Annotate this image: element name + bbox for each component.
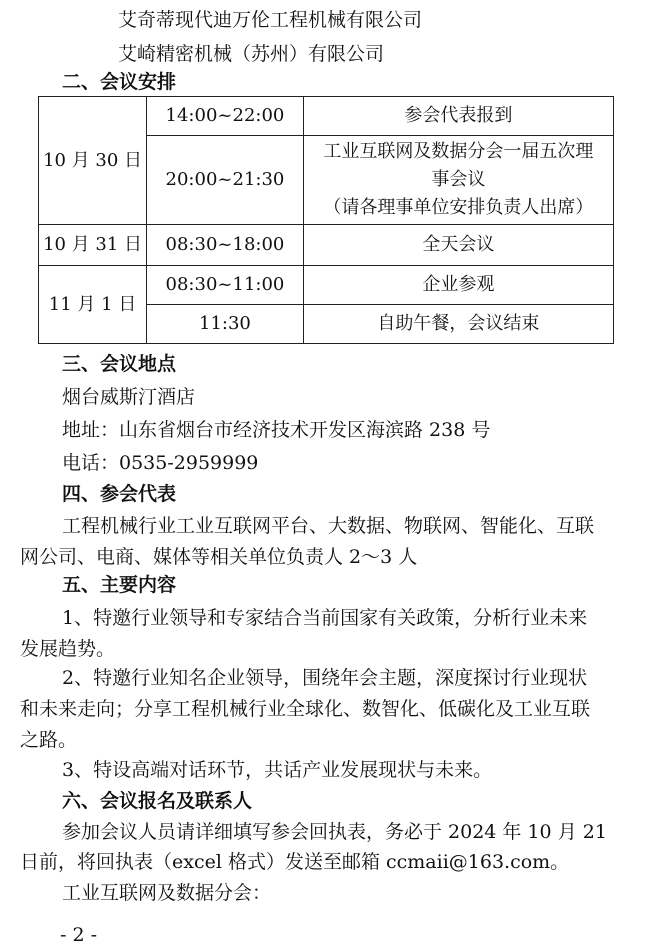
agenda-event-cell: 企业参观 — [303, 266, 613, 305]
agenda-event-line: 工业互联网及数据分会一届五次理 — [323, 141, 594, 162]
agenda-event-cell: 自助午餐，会议结束 — [303, 305, 613, 344]
agenda-time-cell: 20:00~21:30 — [147, 136, 304, 225]
agenda-time-cell: 08:30~11:00 — [147, 266, 304, 305]
content-item-2-line-2: 和未来走向；分享工程机械行业全球化、数智化、低碳化及工业互联 — [20, 698, 591, 720]
agenda-time-cell: 08:30~18:00 — [147, 225, 304, 266]
content-item-2-line-1: 2、特邀行业知名企业领导，围绕年会主题，深度探讨行业现状 — [62, 667, 588, 689]
agenda-event-cell — [303, 136, 613, 225]
content-item-1-line-2: 发展趋势。 — [20, 638, 116, 660]
agenda-table — [38, 96, 614, 344]
contact-org: 工业互联网及数据分会： — [62, 882, 272, 904]
registration-text-line-1: 参加会议人员请详细填写参会回执表，务必于 2024 年 10 月 21 — [62, 821, 607, 843]
page-number: - 2 - — [60, 924, 98, 946]
agenda-time-cell: 11:30 — [147, 305, 304, 344]
agenda-date-cell: 11 月 1 日 — [39, 266, 147, 344]
table-row — [39, 266, 614, 305]
section-6-heading: 六、会议报名及联系人 — [62, 790, 253, 812]
content-item-3-line-1: 3、特设高端对话环节，共话产业发展现状与未来。 — [62, 759, 493, 781]
table-row — [39, 97, 614, 136]
registration-text-line-2: 日前，将回执表（excel 格式）发送至邮箱 ccmaii@163.com。 — [20, 851, 570, 873]
section-3-heading: 三、会议地点 — [62, 353, 177, 375]
agenda-time-cell: 14:00~22:00 — [147, 97, 304, 136]
agenda-event-line: 事会议 — [431, 169, 486, 190]
venue-phone: 电话：0535-2959999 — [62, 452, 259, 474]
venue-address: 地址：山东省烟台市经济技术开发区海滨路 238 号 — [62, 419, 491, 441]
section-2-heading: 二、会议安排 — [62, 71, 177, 93]
agenda-event-cell: 参会代表报到 — [303, 97, 613, 136]
company-line-1: 艾奇蒂现代迪万伦工程机械有限公司 — [118, 9, 423, 31]
agenda-date-cell: 10 月 31 日 — [39, 225, 147, 266]
company-line-2: 艾崎精密机械（苏州）有限公司 — [118, 43, 385, 65]
venue-name: 烟台威斯汀酒店 — [62, 386, 196, 408]
section-5-heading: 五、主要内容 — [62, 574, 177, 596]
agenda-event-line: （请各理事单位安排负责人出席） — [323, 197, 594, 218]
content-item-1-line-1: 1、特邀行业领导和专家结合当前国家有关政策，分析行业未来 — [62, 607, 588, 629]
table-row — [39, 225, 614, 266]
delegates-text-line-2: 网公司、电商、媒体等相关单位负责人 2～3 人 — [20, 546, 418, 568]
content-item-2-line-3: 之路。 — [20, 729, 78, 751]
delegates-text-line-1: 工程机械行业工业互联网平台、大数据、物联网、智能化、互联 — [62, 515, 595, 537]
section-4-heading: 四、参会代表 — [62, 483, 177, 505]
agenda-date-cell: 10 月 30 日 — [39, 97, 147, 225]
agenda-event-cell: 全天会议 — [303, 225, 613, 266]
